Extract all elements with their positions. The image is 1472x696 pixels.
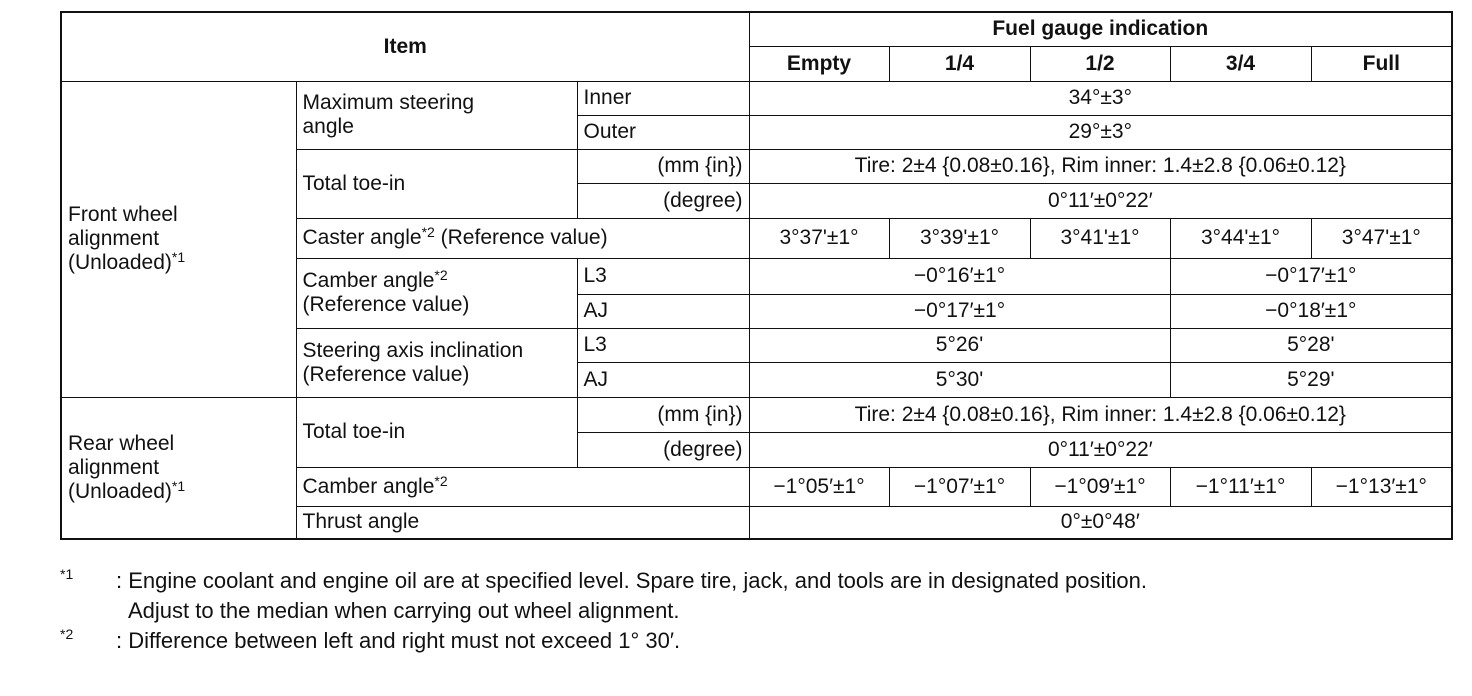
rear-group-label-line: Rear wheel bbox=[68, 431, 175, 455]
front-toe-mm-value: Tire: 2±4 {0.08±0.16}, Rim inner: 1.4±2.8 {0.06±0.12} bbox=[749, 149, 1452, 183]
mm-unit-label: (mm {in}) bbox=[577, 149, 749, 183]
l3-label: L3 bbox=[577, 258, 749, 294]
camber-l3-value-low: −0°16′±1° bbox=[749, 258, 1170, 294]
footnote-2-mark bbox=[60, 626, 73, 656]
footnote-ref: *2 bbox=[421, 224, 435, 240]
max-steering-label-line: Maximum steering bbox=[302, 91, 475, 114]
rear-camber-angle-label bbox=[296, 467, 749, 506]
rear-camber-value-quarter: −1°07′±1° bbox=[889, 467, 1030, 506]
rear-toe-mm-value: Tire: 2±4 {0.08±0.16}, Rim inner: 1.4±2.8 {0.06±0.12} bbox=[749, 397, 1452, 432]
camber-l3-value-high: −0°17′±1° bbox=[1170, 258, 1452, 294]
outer-label: Outer bbox=[577, 115, 749, 149]
rear-group-label-line: alignment bbox=[68, 455, 160, 479]
thrust-angle-value: 0°±0°48′ bbox=[749, 506, 1452, 539]
inner-value: 34°±3° bbox=[749, 81, 1452, 115]
sai-label-ref-text: (Reference value) bbox=[302, 362, 470, 386]
rear-camber-value-three-quarter: −1°11′±1° bbox=[1170, 467, 1311, 506]
rear-camber-label-text: Camber angle bbox=[302, 474, 435, 498]
footnote-ref: *1 bbox=[171, 249, 186, 265]
degree-unit-label: (degree) bbox=[577, 183, 749, 218]
front-group-label bbox=[61, 81, 296, 397]
footnote-ref: *2 bbox=[434, 267, 448, 283]
level-half-header: 1/2 bbox=[1030, 46, 1170, 81]
footnote-1-line-2: Adjust to the median when carrying out wheel alignment. bbox=[128, 598, 680, 623]
table-row bbox=[61, 397, 1452, 432]
level-full-header: Full bbox=[1311, 46, 1452, 81]
caster-value-three-quarter: 3°44'±1° bbox=[1170, 218, 1311, 258]
sai-l3-value-high: 5°28' bbox=[1170, 328, 1452, 362]
outer-value: 29°±3° bbox=[749, 115, 1452, 149]
caster-angle-label bbox=[296, 218, 749, 258]
mm-unit-label: (mm {in}) bbox=[577, 397, 749, 432]
wheel-alignment-table bbox=[60, 11, 1453, 540]
footnote-mark-text: *1 bbox=[60, 566, 74, 582]
level-quarter-header: 1/4 bbox=[889, 46, 1030, 81]
camber-aj-value-low: −0°17′±1° bbox=[749, 294, 1170, 328]
caster-value-half: 3°41'±1° bbox=[1030, 218, 1170, 258]
camber-aj-value-high: −0°18′±1° bbox=[1170, 294, 1452, 328]
footnote-1-line-1: : Engine coolant and engine oil are at specified level. Spare tire, jack, and tools are in designated position. bbox=[116, 568, 1147, 593]
footnote-ref: *1 bbox=[171, 477, 186, 494]
level-empty-header: Empty bbox=[749, 46, 889, 81]
camber-label-text: Camber angle bbox=[302, 269, 435, 292]
aj-label: AJ bbox=[577, 294, 749, 328]
front-toe-in-label: Total toe-in bbox=[296, 149, 577, 218]
front-toe-degree-value: 0°11′±0°22′ bbox=[749, 183, 1452, 218]
rear-camber-value-full: −1°13′±1° bbox=[1311, 467, 1452, 506]
camber-angle-label bbox=[296, 258, 577, 328]
front-group-label-line: (Unloaded) bbox=[68, 251, 172, 274]
caster-label-ref-text: (Reference value) bbox=[434, 226, 608, 249]
camber-label-ref-text: (Reference value) bbox=[302, 293, 470, 316]
footnote-2 bbox=[60, 626, 1450, 656]
max-steering-label-line: angle bbox=[302, 115, 354, 138]
sai-label-text: Steering axis inclination bbox=[302, 338, 524, 362]
footnote-ref: *2 bbox=[434, 472, 448, 489]
front-group-label-line: alignment bbox=[68, 227, 160, 250]
rear-camber-value-half: −1°09′±1° bbox=[1030, 467, 1170, 506]
caster-value-full: 3°47'±1° bbox=[1311, 218, 1452, 258]
caster-value-quarter: 3°39'±1° bbox=[889, 218, 1030, 258]
sai-aj-value-low: 5°30' bbox=[749, 362, 1170, 397]
l3-label: L3 bbox=[577, 328, 749, 362]
fuel-gauge-header: Fuel gauge indication bbox=[749, 12, 1452, 46]
caster-label-text: Caster angle bbox=[302, 226, 422, 249]
table-row bbox=[61, 81, 1452, 115]
front-group-label-line: Front wheel bbox=[68, 203, 178, 226]
level-three-quarter-header: 3/4 bbox=[1170, 46, 1311, 81]
sai-l3-value-low: 5°26' bbox=[749, 328, 1170, 362]
footnote-2-line-1: : Difference between left and right must not exceed 1° 30′. bbox=[116, 628, 681, 653]
thrust-angle-label: Thrust angle bbox=[296, 506, 749, 539]
sai-aj-value-high: 5°29' bbox=[1170, 362, 1452, 397]
rear-toe-in-label: Total toe-in bbox=[296, 397, 577, 467]
footnote-1-mark bbox=[60, 566, 73, 596]
rear-group-label-line: (Unloaded) bbox=[68, 479, 172, 503]
inner-label: Inner bbox=[577, 81, 749, 115]
header-row-1 bbox=[61, 12, 1452, 46]
rear-toe-degree-value: 0°11′±0°22′ bbox=[749, 432, 1452, 467]
degree-unit-label: (degree) bbox=[577, 432, 749, 467]
item-header: Item bbox=[61, 12, 749, 81]
rear-camber-value-empty: −1°05′±1° bbox=[749, 467, 889, 506]
footnotes bbox=[60, 566, 1450, 656]
steering-axis-inclination-label bbox=[296, 328, 577, 397]
footnote-mark-text: *2 bbox=[60, 626, 74, 642]
max-steering-label bbox=[296, 81, 577, 149]
aj-label: AJ bbox=[577, 362, 749, 397]
rear-group-label bbox=[61, 397, 296, 539]
caster-value-empty: 3°37'±1° bbox=[749, 218, 889, 258]
footnote-1 bbox=[60, 566, 1450, 626]
